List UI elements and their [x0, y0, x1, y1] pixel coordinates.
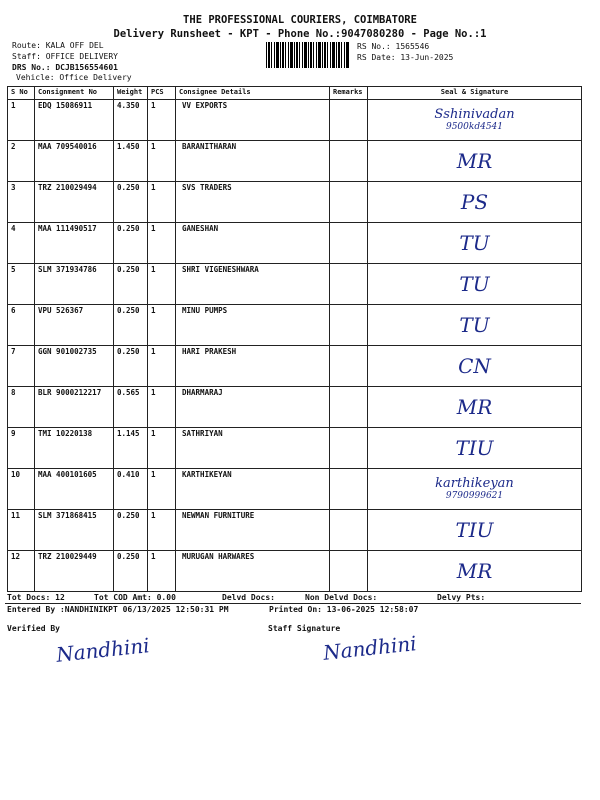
col-pcs: PCS — [148, 87, 176, 100]
cell-remarks — [330, 223, 368, 264]
table-row — [8, 469, 582, 510]
col-signature: Seal & Signature — [368, 87, 582, 100]
cell-sno: 7 — [8, 346, 35, 387]
cell-pcs: 1 — [148, 346, 176, 387]
delivery-table — [7, 86, 582, 592]
cell-consignment: MAA 111490517 — [35, 223, 114, 264]
table-row — [8, 264, 582, 305]
cell-sno: 5 — [8, 264, 35, 305]
cell-pcs: 1 — [148, 182, 176, 223]
cell-weight: 1.145 — [114, 428, 148, 469]
signature-cell — [368, 264, 582, 305]
cell-weight: 0.410 — [114, 469, 148, 510]
cell-consignee: KARTHIKEYAN — [176, 469, 330, 510]
table-row — [8, 223, 582, 264]
handwritten-signature: TIU — [455, 517, 494, 542]
cell-pcs: 1 — [148, 510, 176, 551]
handwritten-signature: MR — [456, 558, 493, 583]
col-sno: S No — [8, 87, 35, 100]
handwritten-signature: TIU — [455, 435, 494, 460]
cell-weight: 0.250 — [114, 510, 148, 551]
cell-pcs: 1 — [148, 305, 176, 346]
cell-remarks — [330, 346, 368, 387]
total-cod: Tot COD Amt: 0.00 — [94, 593, 176, 602]
verified-signature: Nandhini — [55, 633, 151, 667]
drs-number: DRS No.: DCJB156554601 — [12, 63, 118, 72]
cell-weight: 0.250 — [114, 223, 148, 264]
cell-sno: 8 — [8, 387, 35, 428]
vehicle-label: Vehicle: Office Delivery — [16, 73, 132, 82]
cell-consignment: GGN 901002735 — [35, 346, 114, 387]
cell-consignment: TRZ 210029449 — [35, 551, 114, 592]
cell-consignee: MURUGAN HARWARES — [176, 551, 330, 592]
table-row — [8, 305, 582, 346]
total-docs: Tot Docs: 12 — [7, 593, 65, 602]
cell-pcs: 1 — [148, 551, 176, 592]
handwritten-signature: TU — [459, 312, 490, 337]
cell-pcs: 1 — [148, 469, 176, 510]
cell-remarks — [330, 551, 368, 592]
cell-sno: 6 — [8, 305, 35, 346]
signature-cell — [368, 510, 582, 551]
cell-sno: 1 — [8, 100, 35, 141]
cell-pcs: 1 — [148, 141, 176, 182]
signature-cell — [368, 428, 582, 469]
runsheet-subtitle: Delivery Runsheet - KPT - Phone No.:9047080280 - Page No.:1 — [113, 28, 487, 40]
table-row — [8, 141, 582, 182]
cell-weight: 0.565 — [114, 387, 148, 428]
route-label: Route: KALA OFF DEL — [12, 41, 104, 50]
rs-number: RS No.: 1565546 — [357, 42, 430, 51]
handwritten-signature: MR — [456, 394, 493, 419]
cell-remarks — [330, 387, 368, 428]
cell-consignment: MAA 400101605 — [35, 469, 114, 510]
cell-weight: 0.250 — [114, 264, 148, 305]
cell-pcs: 1 — [148, 223, 176, 264]
table-row — [8, 182, 582, 223]
handwritten-signature: TU — [459, 230, 490, 255]
non-delivered-docs: Non Delvd Docs: — [305, 593, 378, 602]
signature-cell — [368, 223, 582, 264]
cell-sno: 4 — [8, 223, 35, 264]
col-consignee: Consignee Details — [176, 87, 330, 100]
signature-cell — [368, 100, 582, 141]
handwritten-signature: TU — [459, 271, 490, 296]
col-remarks: Remarks — [330, 87, 368, 100]
cell-sno: 2 — [8, 141, 35, 182]
entered-by: Entered By :NANDHINIKPT 06/13/2025 12:50:31 PM — [7, 605, 229, 614]
cell-consignee: MINU PUMPS — [176, 305, 330, 346]
table-row — [8, 346, 582, 387]
cell-consignee: HARI PRAKESH — [176, 346, 330, 387]
cell-weight: 0.250 — [114, 182, 148, 223]
col-consignment: Consignment No — [35, 87, 114, 100]
cell-remarks — [330, 510, 368, 551]
cell-consignment: EDQ 15086911 — [35, 100, 114, 141]
cell-consignee: GANESHAN — [176, 223, 330, 264]
cell-consignee: NEWMAN FURNITURE — [176, 510, 330, 551]
cell-consignment: BLR 9000212217 — [35, 387, 114, 428]
staff-signature: Nandhini — [322, 631, 418, 665]
cell-remarks — [330, 264, 368, 305]
delivered-docs: Delvd Docs: — [222, 593, 275, 602]
signature-cell — [368, 346, 582, 387]
verified-by-label: Verified By — [7, 624, 60, 633]
signature-cell — [368, 551, 582, 592]
cell-consignment: SLM 371934786 — [35, 264, 114, 305]
signature-cell — [368, 182, 582, 223]
cell-pcs: 1 — [148, 428, 176, 469]
cell-remarks — [330, 141, 368, 182]
cell-pcs: 1 — [148, 100, 176, 141]
handwritten-phone: 9790999621 — [445, 490, 504, 501]
handwritten-signature: Sshinivadan — [434, 107, 515, 123]
signature-cell — [368, 141, 582, 182]
col-weight: Weight — [114, 87, 148, 100]
table-row — [8, 510, 582, 551]
cell-remarks — [330, 428, 368, 469]
rs-date: RS Date: 13-Jun-2025 — [357, 53, 454, 62]
handwritten-signature: karthikeyan — [435, 476, 514, 492]
cell-remarks — [330, 182, 368, 223]
footer-divider — [5, 603, 581, 604]
company-title: THE PROFESSIONAL COURIERS, COIMBATORE — [183, 14, 417, 26]
table-row — [8, 428, 582, 469]
staff-signature-label: Staff Signature — [268, 624, 341, 633]
cell-sno: 9 — [8, 428, 35, 469]
cell-sno: 10 — [8, 469, 35, 510]
handwritten-signature: PS — [460, 189, 489, 214]
cell-pcs: 1 — [148, 387, 176, 428]
cell-weight: 0.250 — [114, 305, 148, 346]
signature-cell — [368, 469, 582, 510]
table-row — [8, 387, 582, 428]
cell-remarks — [330, 100, 368, 141]
printed-on: Printed On: 13-06-2025 12:58:07 — [269, 605, 419, 614]
cell-consignment: TRZ 210029494 — [35, 182, 114, 223]
cell-consignee: SVS TRADERS — [176, 182, 330, 223]
cell-consignee: SHRI VIGENESHWARA — [176, 264, 330, 305]
cell-sno: 3 — [8, 182, 35, 223]
cell-consignee: BARANITHARAN — [176, 141, 330, 182]
cell-remarks — [330, 469, 368, 510]
cell-sno: 11 — [8, 510, 35, 551]
cell-consignment: MAA 709540016 — [35, 141, 114, 182]
cell-consignee: SATHRIYAN — [176, 428, 330, 469]
cell-remarks — [330, 305, 368, 346]
cell-weight: 4.350 — [114, 100, 148, 141]
cell-weight: 0.250 — [114, 551, 148, 592]
signature-cell — [368, 305, 582, 346]
table-header-row — [8, 87, 582, 100]
cell-sno: 12 — [8, 551, 35, 592]
cell-consignee: VV EXPORTS — [176, 100, 330, 141]
handwritten-phone: 9500kd4541 — [445, 121, 504, 132]
signature-cell — [368, 387, 582, 428]
cell-consignee: DHARMARAJ — [176, 387, 330, 428]
delivery-points: Delvy Pts: — [437, 593, 486, 602]
barcode — [266, 42, 350, 68]
handwritten-signature: CN — [458, 353, 491, 378]
table-row — [8, 100, 582, 141]
cell-pcs: 1 — [148, 264, 176, 305]
cell-consignment: TMI 10220138 — [35, 428, 114, 469]
cell-consignment: SLM 371868415 — [35, 510, 114, 551]
table-row — [8, 551, 582, 592]
staff-label: Staff: OFFICE DELIVERY — [12, 52, 118, 61]
cell-weight: 0.250 — [114, 346, 148, 387]
cell-consignment: VPU 526367 — [35, 305, 114, 346]
cell-weight: 1.450 — [114, 141, 148, 182]
handwritten-signature: MR — [456, 148, 493, 173]
